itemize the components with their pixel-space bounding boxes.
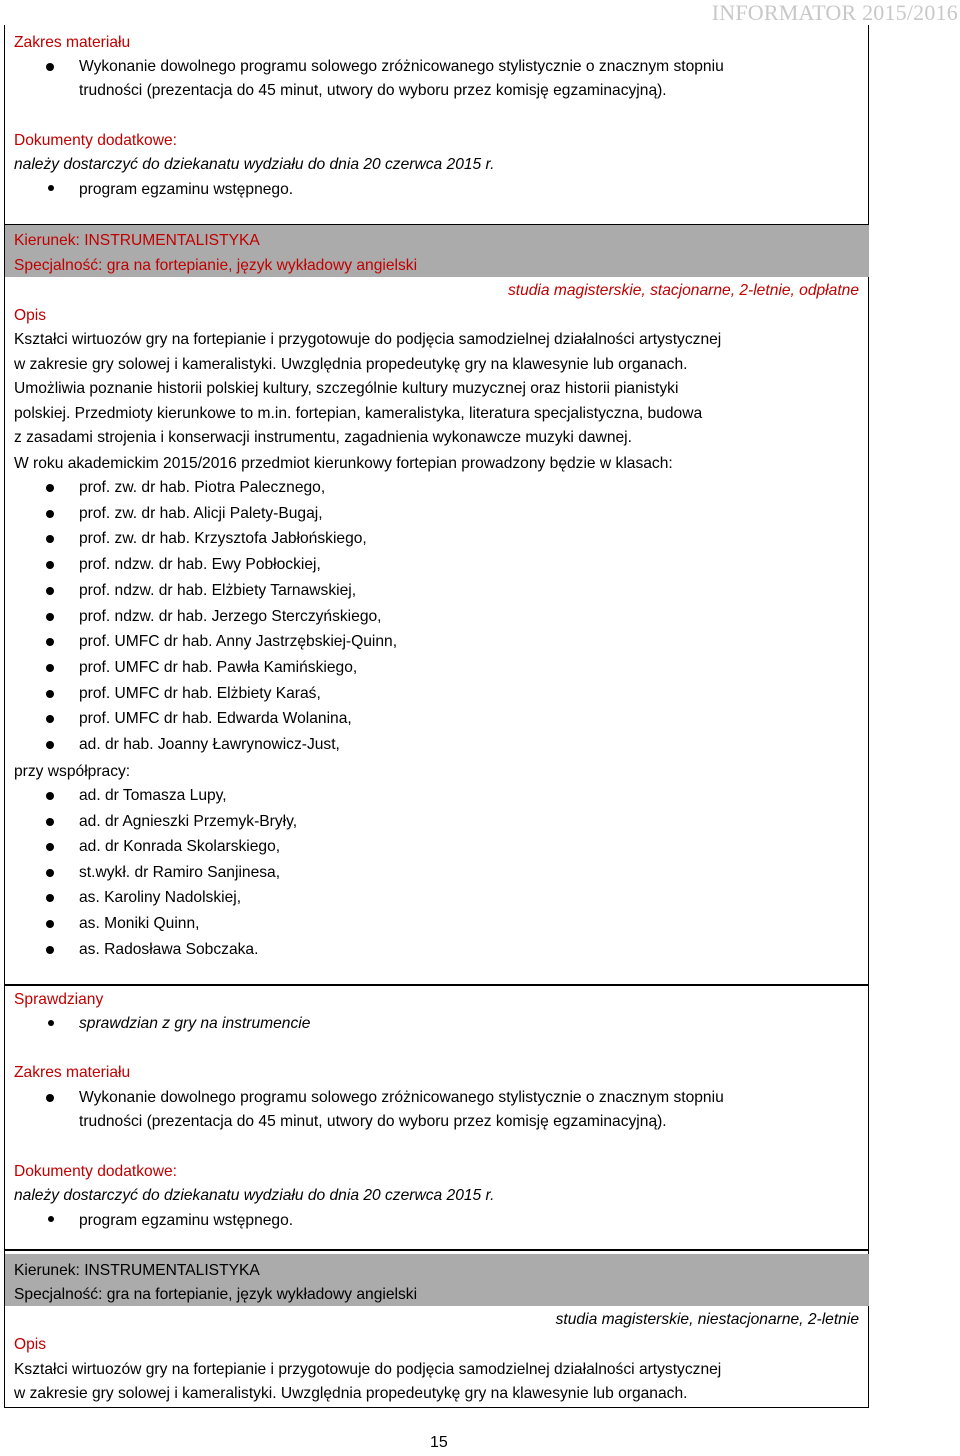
bullet [46,818,54,826]
dokumenty-item: program egzaminu wstępnego. [79,181,294,198]
list-item: ad. dr Tomasza Lupy, [79,787,227,804]
opis-heading: Opis [14,307,47,324]
wspolpraca-label: przy współpracy: [14,763,131,780]
opis-line: Kształci wirtuozów gry na fortepianie i przygotowuje do podjęcia samodzielnej działalności artystycznej [14,331,722,348]
bullet [46,613,54,621]
list-item: prof. UMFC dr hab. Pawła Kamińskiego, [79,658,358,676]
page-number: 15 [430,1434,448,1451]
bullet [46,484,54,492]
bullet [46,792,54,800]
bullet [46,920,54,928]
dokumenty-text: należy dostarczyć do dziekanatu wydziału do dnia 20 czerwca 2015 r. [14,156,495,173]
bullet [48,1216,54,1222]
zakres-item-line: trudności (prezentacja do 45 minut, utwory do wyboru przez komisję egzaminacyjną). [79,82,667,99]
list-item: prof. zw. dr hab. Krzysztofa Jabłońskiego, [79,530,367,548]
list-item: prof. UMFC dr hab. Edwarda Wolanina, [79,710,352,728]
list-item: ad. dr Agnieszki Przemyk-Bryły, [79,812,298,830]
list-item: ad. dr Konrada Skolarskiego, [79,838,281,856]
opis-line: W roku akademickim 2015/2016 przedmiot kierunkowy fortepian prowadzony będzie w klasach: [14,455,673,472]
opis-line: polskiej. Przedmioty kierunkowe to m.in. fortepian, kameralistyka, literatura specjalistyczna, budowa [14,405,703,422]
dokumenty-heading: Dokumenty dodatkowe: [14,1163,177,1180]
list-item: ad. dr hab. Joanny Ławrynowicz-Just, [79,736,340,753]
list-item: prof. UMFC dr hab. Anny Jastrzębskiej-Quinn, [79,633,398,651]
list-item: as. Radosława Sobczaka. [79,940,259,958]
list-item: prof. ndzw. dr hab. Elżbiety Tarnawskiej, [79,581,357,599]
study-mode: studia magisterskie, niestacjonarne, 2-letnie [555,1311,859,1328]
zakres-heading: Zakres materiału [14,1064,131,1081]
opis-line: w zakresie gry solowej i kameralistyki. Uwzględnia propedeutykę gry na klawesynie lub organach. [14,1385,688,1402]
bullet [46,690,54,698]
bullet [46,664,54,672]
opis-line: z zasadami strojenia i konserwacji instrumentu, zagadnienia wykonawcze muzyki dawnej. [14,429,632,446]
bullet [46,510,54,518]
opis-heading: Opis [14,1336,47,1353]
list-item: as. Karoliny Nadolskiej, [79,889,242,907]
specjalnosc-title: Specjalność: gra na fortepianie, język wykładowy angielski [14,1286,418,1303]
dokumenty-text: należy dostarczyć do dziekanatu wydziału do dnia 20 czerwca 2015 r. [14,1187,495,1204]
dokumenty-item: program egzaminu wstępnego. [79,1212,294,1229]
bullet [46,587,54,595]
list-item: prof. zw. dr hab. Piotra Palecznego, [79,479,326,496]
sprawdziany-heading: Sprawdziany [14,991,104,1008]
bullet [46,1094,54,1102]
specjalnosc-title: Specjalność: gra na fortepianie, język wykładowy angielski [14,257,418,274]
sprawdziany-item: sprawdzian z gry na instrumencie [79,1015,311,1032]
zakres-item-line: Wykonanie dowolnego programu solowego zróżnicowanego stylistycznie o znacznym stopniu [79,1089,724,1106]
bullet [46,946,54,954]
bullet [48,185,54,191]
list-item: as. Moniki Quinn, [79,915,200,932]
list-item: st.wykł. dr Ramiro Sanjinesa, [79,863,281,881]
list-item: prof. zw. dr hab. Alicji Palety-Bugaj, [79,504,323,522]
opis-line: Umożliwia poznanie historii polskiej kultury, szczególnie kultury muzycznej oraz historii pianistyki [14,380,679,397]
zakres-heading: Zakres materiału [14,34,131,51]
bullet [46,741,54,749]
list-item: prof. ndzw. dr hab. Ewy Pobłockiej, [79,556,321,574]
opis-line: Kształci wirtuozów gry na fortepianie i przygotowuje do podjęcia samodzielnej działalności artystycznej [14,1361,722,1378]
page-header-title: INFORMATOR 2015/2016 [711,0,958,25]
kierunek-title: Kierunek: INSTRUMENTALISTYKA [14,232,260,249]
opis-line: w zakresie gry solowej i kameralistyki. Uwzględnia propedeutykę gry na klawesynie lub organach. [14,356,688,373]
bullet [46,869,54,877]
list-item: prof. UMFC dr hab. Elżbiety Karaś, [79,684,321,702]
bullet [46,63,54,71]
dokumenty-heading: Dokumenty dodatkowe: [14,132,177,149]
bullet [48,1020,54,1026]
zakres-item-line: trudności (prezentacja do 45 minut, utwory do wyboru przez komisję egzaminacyjną). [79,1113,667,1130]
zakres-item-line: Wykonanie dowolnego programu solowego zróżnicowanego stylistycznie o znacznym stopniu [79,58,724,75]
list-item: prof. ndzw. dr hab. Jerzego Sterczyńskiego, [79,607,382,625]
study-mode: studia magisterskie, stacjonarne, 2-letnie, odpłatne [507,282,859,299]
kierunek-title: Kierunek: INSTRUMENTALISTYKA [14,1262,260,1279]
